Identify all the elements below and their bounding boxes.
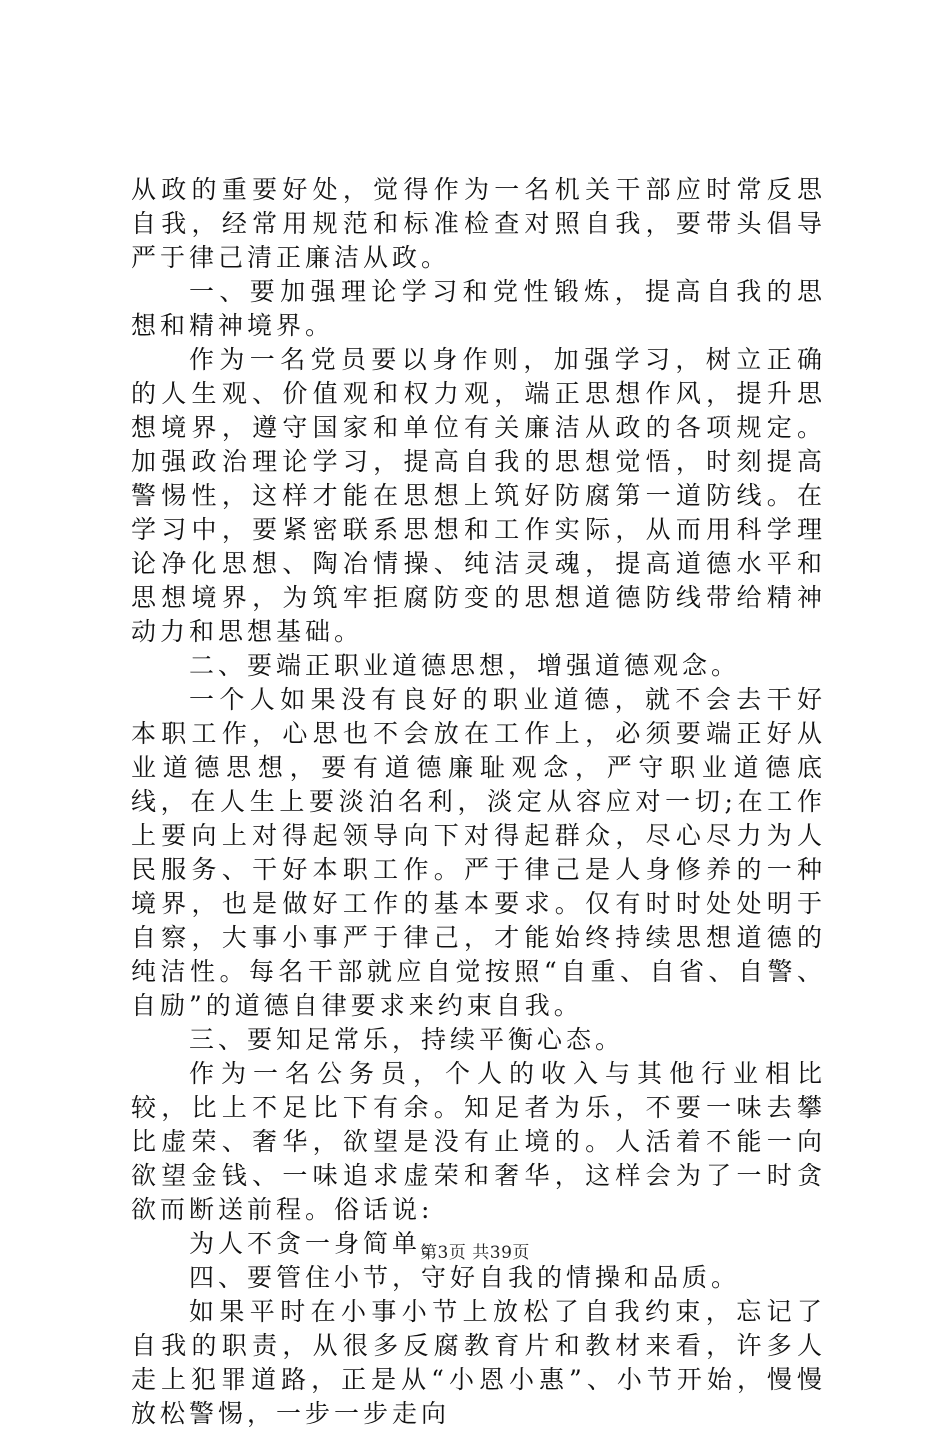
section-heading-4: 四、要管住小节，守好自我的情操和品质。 [189, 1263, 741, 1292]
section-heading-1: 一、要加强理论学习和党性锻炼，提高自我的思想和精神境界。 [131, 277, 826, 340]
paragraph: 如果平时在小事小节上放松了自我约束，忘记了自我的职责，从很多反腐教育片和教材来看，许多人走上犯罪道路，正是从“小恩小惠”、小节开始，慢慢放松警惕，一步一步走向 [131, 1297, 826, 1428]
section-heading-2: 二、要端正职业道德思想，增强道德观念。 [189, 651, 741, 680]
paragraph-continuation: 从政的重要好处，觉得作为一名机关干部应时常反思自我，经常用规范和标准检查对照自我，要带头倡导严于律己清正廉洁从政。 [131, 175, 826, 272]
paragraph: 作为一名党员要以身作则，加强学习，树立正确的人生观、价值观和权力观，端正思想作风，提升思想境界，遵守国家和单位有关廉洁从政的各项规定。加强政治理论学习，提高自我的思想觉悟，时刻提高警惕性，这样才能在思想上筑好防腐第一道防线。在学习中，要紧密联系思想和工作实际，从而用科学理论净化思想、陶冶情操、纯洁灵魂，提高道德水平和思想境界，为筑牢拒腐防变的思想道德防线带给精神动力和思想基础。 [131, 345, 826, 646]
paragraph: 一个人如果没有良好的职业道德，就不会去干好本职工作，心思也不会放在工作上，必须要端正好从业道德思想，要有道德廉耻观念，严守职业道德底线，在人生上要淡泊名利，淡定从容应对一切;在工作上要向上对得起领导向下对得起群众，尽心尽力为人民服务、干好本职工作。严于律己是人身修养的一种境界，也是做好工作的基本要求。仅有时时处处明于自察，大事小事严于律己，才能始终持续思想道德的纯洁性。每名干部就应自觉按照“自重、自省、自警、自励”的道德自律要求来约束自我。 [131, 685, 826, 1020]
paragraph-quote: 为人不贪一身简单。 [189, 1229, 451, 1258]
page-footer: 第3页 共39页 [420, 1243, 530, 1263]
section-heading-3: 三、要知足常乐，持续平衡心态。 [189, 1025, 625, 1054]
paragraph: 作为一名公务员，个人的收入与其他行业相比较，比上不足比下有余。知足者为乐，不要一味去攀比虚荣、奢华，欲望是没有止境的。人活着不能一向欲望金钱、一味追求虚荣和奢华，这样会为了一时贪欲而断送前程。俗话说: [131, 1059, 826, 1224]
